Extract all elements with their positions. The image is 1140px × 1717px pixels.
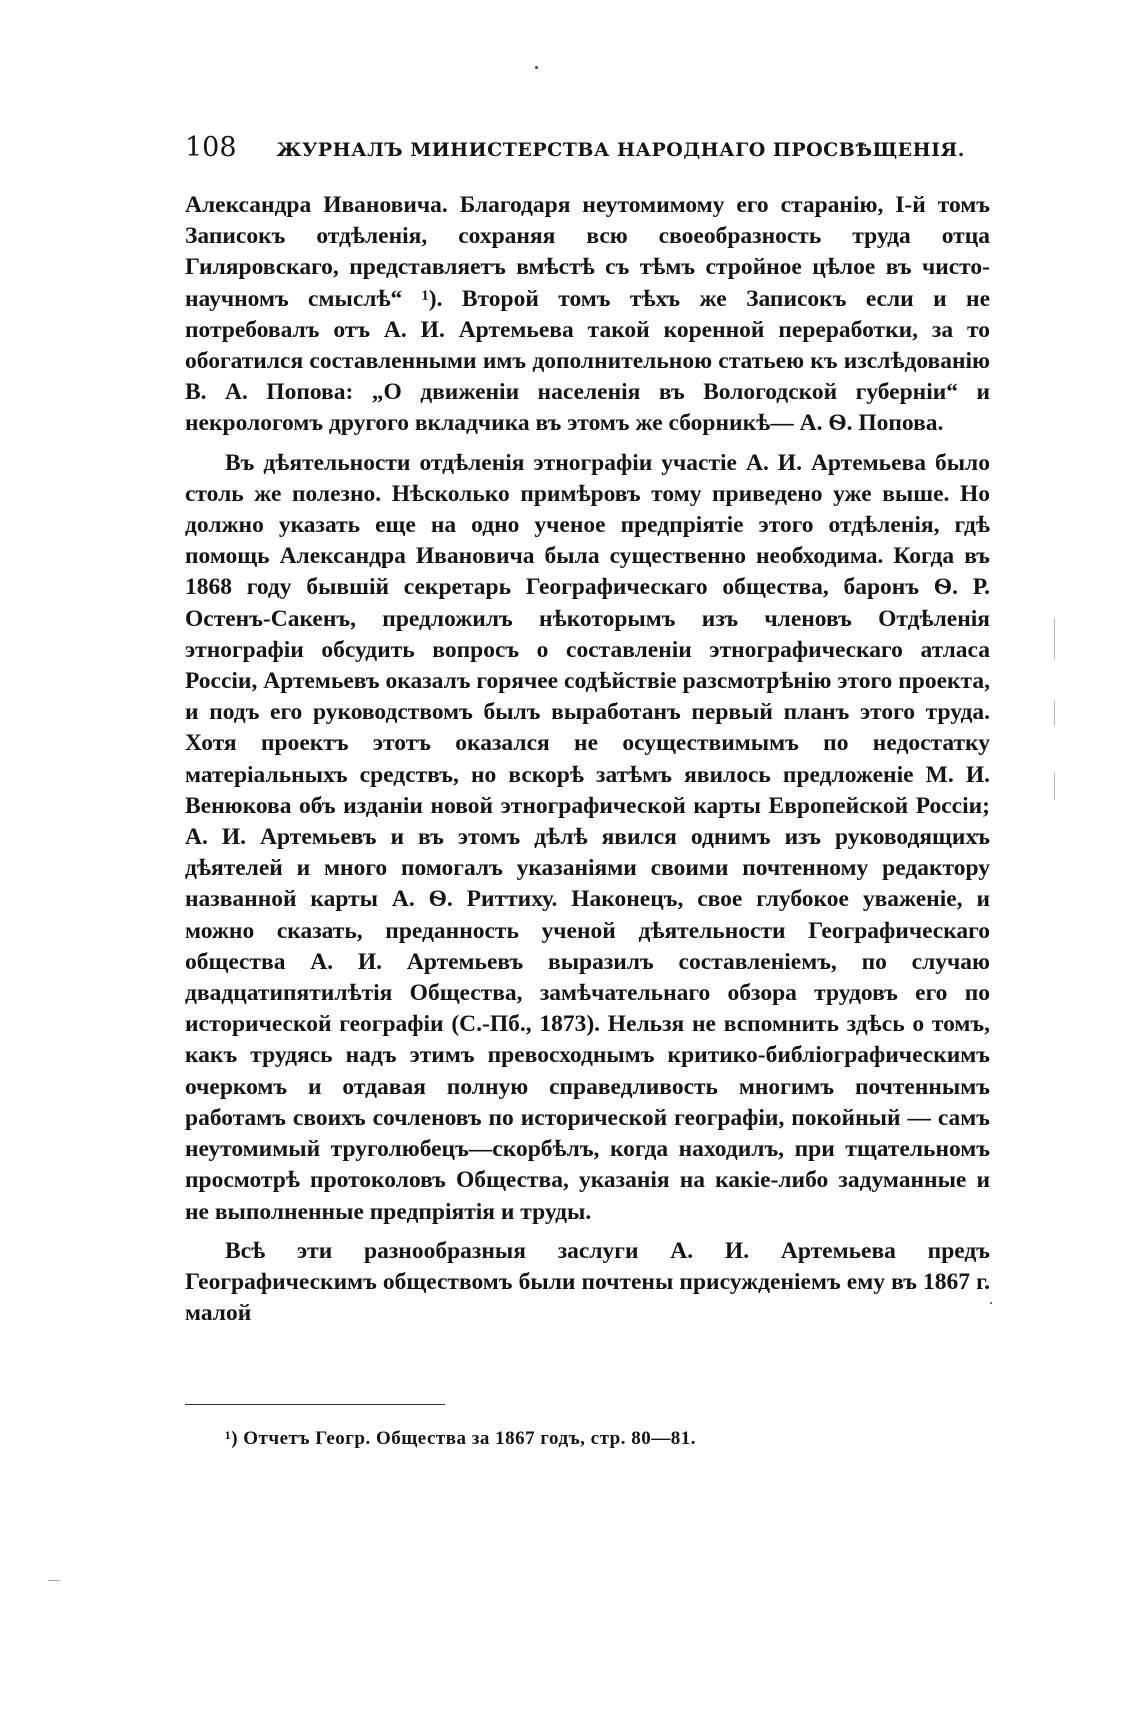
page-header <box>185 132 985 172</box>
paragraph-3: Всѣ эти разнообразныя заслуги А. И. Артемьева предъ Географическимъ обществомъ были почтены присужденіемъ ему въ 1867 г. малой <box>185 1237 990 1327</box>
margin-mark <box>1054 700 1055 726</box>
scan-speck <box>535 66 538 69</box>
paragraph-1: Александра Ивановича. Благодаря неутомимому его старанію, I-й томъ Записокъ отдѣленія, сохраняя всю своеобразность труда отца Гиляровскаго, представляетъ вмѣстѣ съ тѣмъ стройное цѣлое въ чисто-научномъ смыслѣ“ ¹). Второй томъ тѣхъ же Записокъ если и не потребовалъ отъ А. И. Артемьева такой коренной переработки, за то обогатился составленными имъ дополнительною статьею къ изслѣдованію В. А. Попова: „О движеніи населенія въ Вологодской губерніи“ и некрологомъ другого вкладчика въ этомъ же сборникѣ— А. Ѳ. Попова. <box>185 192 990 437</box>
page-number: 108 <box>185 132 237 163</box>
running-title: ЖУРНАЛЪ МИНИСТЕРСТВА НАРОДНАГО ПРОСВѢЩЕНІЯ. <box>276 139 965 161</box>
paragraph-2: Въ дѣятельности отдѣленія этнографіи участіе А. И. Артемьева было столь же полезно. Нѣсколько примѣровъ тому приведено уже выше. Но должно указать еще на одно ученое предпріятіе этого отдѣленія, гдѣ помощь Александра Ивановича была существенно необходима. Когда въ 1868 году бывшій секретарь Географическаго общества, баронъ Ѳ. Р. Остенъ-Сакенъ, предложилъ нѣкоторымъ изъ членовъ Отдѣленія этнографіи обсудить вопросъ о составленіи этнографическаго атласа Россіи, Артемьевъ оказалъ горячее содѣйствіе разсмотрѣнію этого проекта, и подъ его руководствомъ былъ выработанъ первый планъ этого труда. Хотя проектъ этотъ оказался не осуществимымъ по недостатку матеріальныхъ средствъ, но вскорѣ затѣмъ явилось предложеніе М. И. Венюкова объ изданіи новой этнографической карты Европейской Россіи; А. И. Артемьевъ и въ этомъ дѣлѣ явился однимъ изъ руководящихъ дѣятелей и много помогалъ указаніями своими почтенному редактору названной карты А. Ѳ. Риттиху. Наконецъ, свое глубокое уваженіе, и можно сказать, преданность ученой дѣятельности Географическаго общества А. И. Артемьевъ выразилъ составленіемъ, по случаю двадцатипятилѣтія Общества, замѣчательнаго обзора трудовъ его по исторической географіи (С.-Пб., 1873). Нельзя не вспомнить здѣсь о томъ, какъ трудясь надъ этимъ превосходнымъ критико-библіографическимъ очеркомъ и отдавая полную справедливость многимъ почтеннымъ работамъ своихъ сочленовъ по исторической географіи, покойный — самъ неутомимый труголюбецъ—скорбѣлъ, когда находилъ, при тщательномъ просмотрѣ протоколовъ Общества, указанія на какіе-либо задуманные и не выполненные предпріятія и труды. <box>185 449 990 1225</box>
body-text <box>185 190 990 1337</box>
scan-speck <box>990 1302 992 1304</box>
margin-mark <box>1054 772 1055 800</box>
scan-line <box>48 1580 60 1581</box>
footnote: ¹) Отчетъ Геогр. Общества за 1867 годъ, стр. 80—81. <box>225 1428 696 1449</box>
footnote-divider <box>185 1404 445 1405</box>
margin-mark <box>1054 618 1055 660</box>
